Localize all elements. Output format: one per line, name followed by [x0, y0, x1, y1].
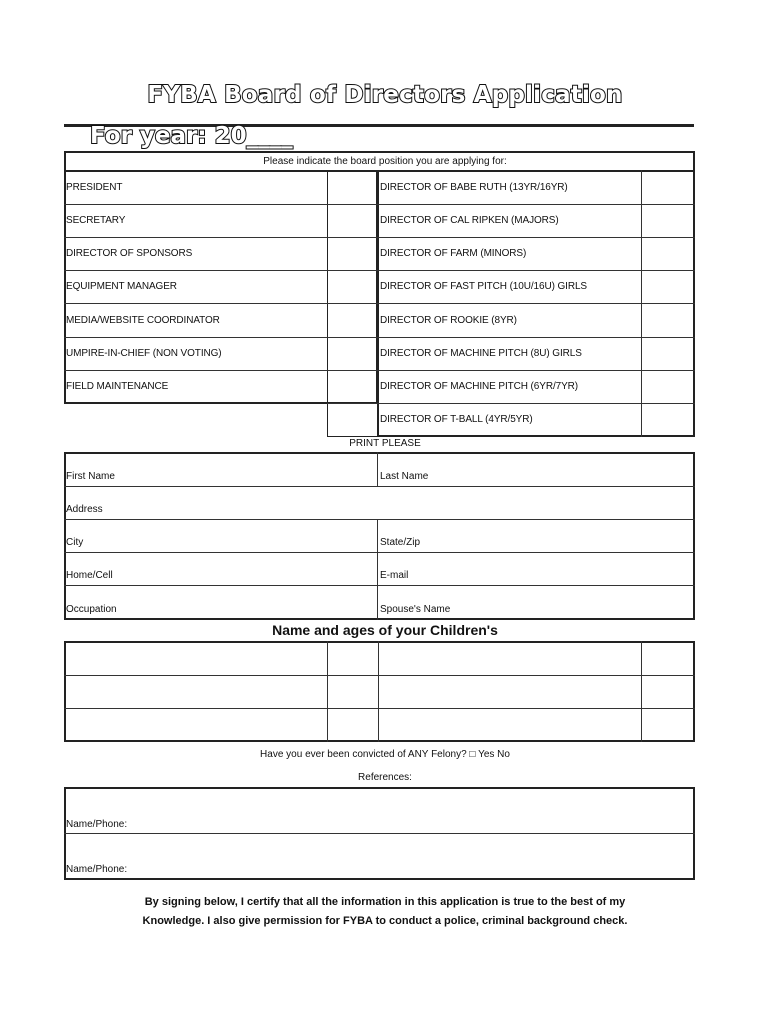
row-divider: [64, 585, 695, 586]
city-field[interactable]: City: [66, 537, 84, 548]
print-please-label: PRINT PLEASE: [349, 438, 421, 449]
home-cell-field[interactable]: Home/Cell: [66, 570, 113, 581]
child-age-input[interactable]: [328, 709, 377, 740]
spouse-name-field[interactable]: Spouse's Name: [380, 604, 451, 615]
position-director-farm: DIRECTOR OF FARM (MINORS): [380, 248, 527, 259]
checkbox-field-maintenance[interactable]: [328, 371, 377, 402]
occupation-field[interactable]: Occupation: [66, 604, 117, 615]
checkbox-director-farm[interactable]: [642, 238, 693, 269]
row-divider: [64, 552, 695, 553]
checkbox-media-website-coordinator[interactable]: [328, 304, 377, 336]
row-divider: [64, 486, 695, 487]
position-director-of-sponsors: DIRECTOR OF SPONSORS: [66, 248, 193, 259]
position-director-rookie: DIRECTOR OF ROOKIE (8YR): [380, 315, 517, 326]
row-divider: [64, 237, 695, 238]
checkbox-director-babe-ruth[interactable]: [642, 172, 693, 203]
checkbox-director-fast-pitch[interactable]: [642, 271, 693, 302]
position-field-maintenance: FIELD MAINTENANCE: [66, 381, 169, 392]
position-director-machine-pitch-girls: DIRECTOR OF MACHINE PITCH (8U) GIRLS: [380, 348, 582, 359]
checkbox-secretary[interactable]: [328, 205, 377, 236]
reference-2-field[interactable]: Name/Phone:: [66, 864, 128, 875]
positions-instruction: Please indicate the board position you are applying for:: [263, 156, 507, 167]
address-field[interactable]: Address: [66, 504, 103, 515]
certification-line-2: Knowledge. I also give permission for FYBA to conduct a police, criminal background check.: [142, 915, 628, 927]
row-divider: [64, 519, 695, 520]
children-section-title: Name and ages of your Children's: [272, 622, 498, 638]
row-divider: [64, 204, 695, 205]
checkbox-director-machine-pitch-girls[interactable]: [642, 338, 693, 369]
child-age-input[interactable]: [642, 643, 693, 674]
position-director-cal-ripken: DIRECTOR OF CAL RIPKEN (MAJORS): [380, 215, 559, 226]
certification-line-1: By signing below, I certify that all the information in this application is true to the best of my: [144, 896, 626, 908]
child-name-input[interactable]: [66, 643, 326, 674]
position-umpire-in-chief: UMPIRE-IN-CHIEF (NON VOTING): [66, 348, 222, 359]
position-director-babe-ruth: DIRECTOR OF BABE RUTH (13YR/16YR): [380, 182, 568, 193]
checkbox-umpire-in-chief[interactable]: [328, 338, 377, 369]
child-age-input[interactable]: [642, 676, 693, 707]
row-divider: [64, 270, 695, 271]
child-name-input[interactable]: [379, 709, 640, 740]
child-age-input[interactable]: [642, 709, 693, 740]
form-title: FYBA Board of Directors Application: [147, 82, 623, 108]
position-director-t-ball: DIRECTOR OF T-BALL (4YR/5YR): [380, 414, 533, 425]
email-field[interactable]: E-mail: [380, 570, 409, 581]
position-director-machine-pitch: DIRECTOR OF MACHINE PITCH (6YR/7YR): [380, 381, 578, 392]
row-divider: [64, 833, 695, 834]
column-divider: [377, 519, 378, 620]
reference-1-field[interactable]: Name/Phone:: [66, 819, 128, 830]
checkbox-director-rookie[interactable]: [642, 304, 693, 336]
position-director-fast-pitch: DIRECTOR OF FAST PITCH (10U/16U) GIRLS: [380, 281, 587, 292]
checkbox-equipment-manager[interactable]: [328, 271, 377, 302]
row-divider: [64, 337, 695, 338]
felony-question: Have you ever been convicted of ANY Felony? □ Yes No: [260, 749, 510, 760]
checkbox-director-machine-pitch[interactable]: [642, 371, 693, 402]
position-secretary: SECRETARY: [66, 215, 126, 226]
first-name-field[interactable]: First Name: [66, 471, 115, 482]
position-president: PRESIDENT: [66, 182, 123, 193]
child-name-input[interactable]: [379, 643, 640, 674]
child-name-input[interactable]: [66, 676, 326, 707]
references-label: References:: [358, 772, 412, 783]
checkbox-director-cal-ripken[interactable]: [642, 205, 693, 236]
child-name-input[interactable]: [379, 676, 640, 707]
year-label: For year: 20____: [90, 123, 293, 149]
row-divider: [64, 303, 695, 304]
child-age-input[interactable]: [328, 676, 377, 707]
position-equipment-manager: EQUIPMENT MANAGER: [66, 281, 177, 292]
row-divider: [64, 370, 695, 371]
child-name-input[interactable]: [66, 709, 326, 740]
column-divider: [377, 452, 378, 486]
child-age-input[interactable]: [328, 643, 377, 674]
checkbox-director-t-ball[interactable]: [642, 404, 693, 435]
state-zip-field[interactable]: State/Zip: [380, 537, 421, 548]
row-divider: [327, 403, 695, 404]
last-name-field[interactable]: Last Name: [380, 471, 429, 482]
checkbox-director-of-sponsors[interactable]: [328, 238, 377, 269]
checkbox-president[interactable]: [328, 172, 377, 203]
position-media-website-coordinator: MEDIA/WEBSITE COORDINATOR: [66, 315, 220, 326]
